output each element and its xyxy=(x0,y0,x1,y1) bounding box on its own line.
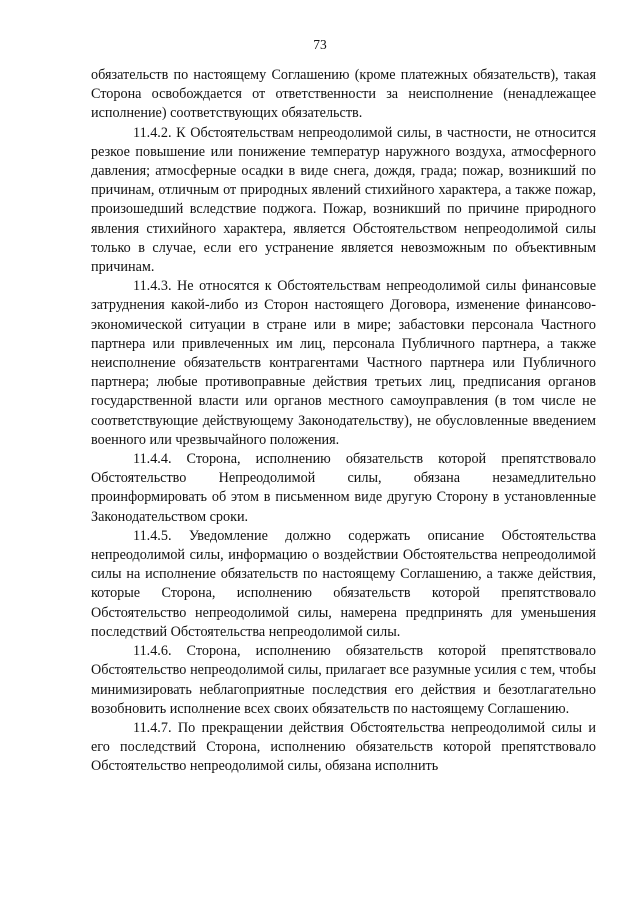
paragraph-11-4-4: 11.4.4. Сторона, исполнению обязательств которой препятствовало Обстоятельство Непреодолимой силы, обязана незамедлительно проинформировать об этом в письменном виде другую Сторону в установленные Законодательством сроки. xyxy=(91,451,596,525)
paragraph-11-4-3: 11.4.3. Не относятся к Обстоятельствам непреодолимой силы финансовые затруднения какой-либо из Сторон настоящего Договора, изменение финансово-экономической ситуации в стране или в мире; забастовки персонала Частного партнера или привлеченных им лиц, персонала Публичного партнера, а также неисполнение обязательств контрагентами Частного партнера или Публичного партнера; любые противоправные действия третьих лиц, предписания органов государственной власти или органов местного самоуправления (в том числе не соответствующие действующему Законодательству), не обусловленные введением военного или чрезвычайного положения. xyxy=(91,278,596,448)
paragraph-11-4-2: 11.4.2. К Обстоятельствам непреодолимой силы, в частности, не относится резкое повышение или понижение температур наружного воздуха, атмосферного давления; атмосферные осадки в виде снега, дождя, града; пожар, возникший по причинам, отличным от природных явлений стихийного характера, а также пожар, произошедший вследствие поджога. Пожар, возникший по причине природного явления стихийного характера, является Обстоятельством непреодолимой силы только в случае, если его устранение является невозможным по объективным причинам. xyxy=(91,124,596,276)
page-number: 73 xyxy=(313,37,327,52)
paragraph-11-4-6: 11.4.6. Сторона, исполнению обязательств которой препятствовало Обстоятельство непреодолимой силы, прилагает все разумные усилия с тем, чтобы минимизировать неблагоприятные последствия его действия и безотлагательно возобновить исполнение всех своих обязательств по настоящему Соглашению. xyxy=(91,643,596,717)
paragraph-11-4-5: 11.4.5. Уведомление должно содержать описание Обстоятельства непреодолимой силы, информацию о воздействии Обстоятельства непреодолимой силы на исполнение обязательств по настоящему Соглашению, а также действия, которые Сторона, исполнению обязательств которой препятствовало Обстоятельство непреодолимой силы, намерена предпринять для уменьшения последствий Обстоятельства непреодолимой силы. xyxy=(91,527,596,640)
paragraph-continuation: обязательств по настоящему Соглашению (кроме платежных обязательств), такая Сторона освобождается от ответственности за неисполнение (ненадлежащее исполнение) соответствующих обязательств. xyxy=(91,67,596,122)
paragraph-11-4-7: 11.4.7. По прекращении действия Обстоятельства непреодолимой силы и его последствий Сторона, исполнению обязательств которой препятствовало Обстоятельство непреодолимой силы, обязана исполнить xyxy=(91,719,596,775)
document-body xyxy=(91,66,596,777)
